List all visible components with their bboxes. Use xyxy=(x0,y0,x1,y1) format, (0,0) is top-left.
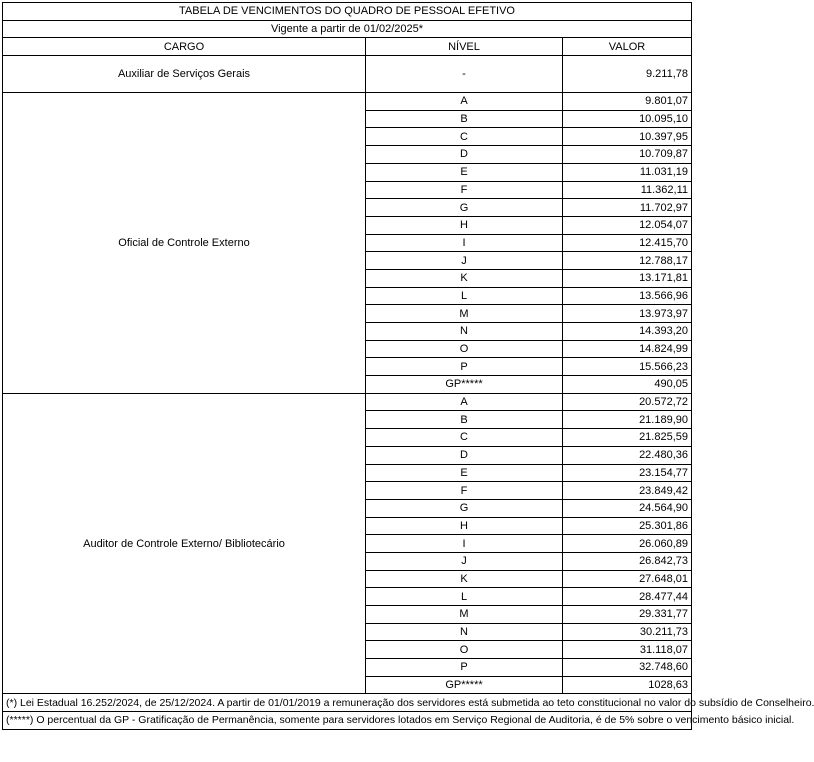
valor-cell: 12.788,17 xyxy=(563,252,692,270)
nivel-cell: N xyxy=(366,623,563,641)
valor-cell: 11.702,97 xyxy=(563,199,692,217)
nivel-cell: M xyxy=(366,305,563,323)
header-nivel: NÍVEL xyxy=(366,38,563,56)
nivel-cell: A xyxy=(366,393,563,411)
nivel-cell: N xyxy=(366,323,563,341)
nivel-cell: H xyxy=(366,216,563,234)
valor-cell: 32.748,60 xyxy=(563,659,692,677)
nivel-cell: D xyxy=(366,446,563,464)
nivel-cell: GP***** xyxy=(366,676,563,694)
valor-cell: 21.189,90 xyxy=(563,411,692,429)
header-valor: VALOR xyxy=(563,38,692,56)
salary-table-sheet xyxy=(2,2,814,730)
valor-cell: 24.564,90 xyxy=(563,499,692,517)
nivel-cell: C xyxy=(366,128,563,146)
nivel-cell: C xyxy=(366,429,563,447)
valor-cell: 12.054,07 xyxy=(563,216,692,234)
nivel-cell: F xyxy=(366,482,563,500)
valor-cell: 23.849,42 xyxy=(563,482,692,500)
nivel-cell: K xyxy=(366,269,563,287)
nivel-cell: E xyxy=(366,464,563,482)
valor-cell: 28.477,44 xyxy=(563,588,692,606)
nivel-cell: J xyxy=(366,252,563,270)
valor-cell: 23.154,77 xyxy=(563,464,692,482)
valor-cell: 21.825,59 xyxy=(563,429,692,447)
nivel-cell: B xyxy=(366,411,563,429)
valor-cell: 13.973,97 xyxy=(563,305,692,323)
footnote-2: (*****) O percentual da GP - Gratificação de Permanência, somente para servidores lotados em Serviço Regional de Auditoria, é de 5% sobre o vencimento básico inicial. xyxy=(3,712,692,730)
nivel-cell: O xyxy=(366,340,563,358)
table-row xyxy=(3,56,692,93)
valor-cell: 10.397,95 xyxy=(563,128,692,146)
valor-cell: 490,05 xyxy=(563,376,692,394)
valor-cell: 10.709,87 xyxy=(563,146,692,164)
valor-cell: 27.648,01 xyxy=(563,570,692,588)
footnote-row xyxy=(3,712,692,730)
valor-cell: 25.301,86 xyxy=(563,517,692,535)
header-cargo: CARGO xyxy=(3,38,366,56)
table-row xyxy=(3,93,692,111)
nivel-cell: P xyxy=(366,358,563,376)
nivel-cell: G xyxy=(366,199,563,217)
nivel-cell: M xyxy=(366,606,563,624)
footnote-1: (*) Lei Estadual 16.252/2024, de 25/12/2024. A partir de 01/01/2019 a remuneração dos servidores está submetida ao teto constitucional no valor do subsídio de Conselheiro. xyxy=(3,694,692,712)
nivel-cell: L xyxy=(366,287,563,305)
valor-cell: 1028,63 xyxy=(563,676,692,694)
cargo-cell: Oficial de Controle Externo xyxy=(3,93,366,394)
nivel-cell: L xyxy=(366,588,563,606)
nivel-cell: I xyxy=(366,535,563,553)
valor-cell: 15.566,23 xyxy=(563,358,692,376)
nivel-cell: A xyxy=(366,93,563,111)
valor-cell: 20.572,72 xyxy=(563,393,692,411)
valor-cell: 26.842,73 xyxy=(563,552,692,570)
valor-cell: 13.171,81 xyxy=(563,269,692,287)
valor-cell: 22.480,36 xyxy=(563,446,692,464)
valor-cell: 14.824,99 xyxy=(563,340,692,358)
nivel-cell: F xyxy=(366,181,563,199)
valor-cell: 12.415,70 xyxy=(563,234,692,252)
cargo-cell: Auditor de Controle Externo/ Bibliotecário xyxy=(3,393,366,694)
valor-cell: 10.095,10 xyxy=(563,110,692,128)
valor-cell: 13.566,96 xyxy=(563,287,692,305)
valor-cell: 14.393,20 xyxy=(563,323,692,341)
table-row xyxy=(3,393,692,411)
nivel-cell: H xyxy=(366,517,563,535)
table-title: TABELA DE VENCIMENTOS DO QUADRO DE PESSOAL EFETIVO xyxy=(3,3,692,21)
nivel-cell: - xyxy=(366,56,563,93)
valor-cell: 9.211,78 xyxy=(563,56,692,93)
nivel-cell: G xyxy=(366,499,563,517)
valor-cell: 9.801,07 xyxy=(563,93,692,111)
nivel-cell: O xyxy=(366,641,563,659)
nivel-cell: GP***** xyxy=(366,376,563,394)
nivel-cell: K xyxy=(366,570,563,588)
valor-cell: 26.060,89 xyxy=(563,535,692,553)
footnote-row xyxy=(3,694,692,712)
valor-cell: 31.118,07 xyxy=(563,641,692,659)
nivel-cell: E xyxy=(366,163,563,181)
valor-cell: 11.362,11 xyxy=(563,181,692,199)
valor-cell: 29.331,77 xyxy=(563,606,692,624)
valor-cell: 11.031,19 xyxy=(563,163,692,181)
nivel-cell: P xyxy=(366,659,563,677)
salary-table xyxy=(2,2,814,730)
nivel-cell: D xyxy=(366,146,563,164)
cargo-cell: Auxiliar de Serviços Gerais xyxy=(3,56,366,93)
nivel-cell: J xyxy=(366,552,563,570)
table-subtitle: Vigente a partir de 01/02/2025* xyxy=(3,20,692,38)
valor-cell: 30.211,73 xyxy=(563,623,692,641)
nivel-cell: B xyxy=(366,110,563,128)
nivel-cell: I xyxy=(366,234,563,252)
